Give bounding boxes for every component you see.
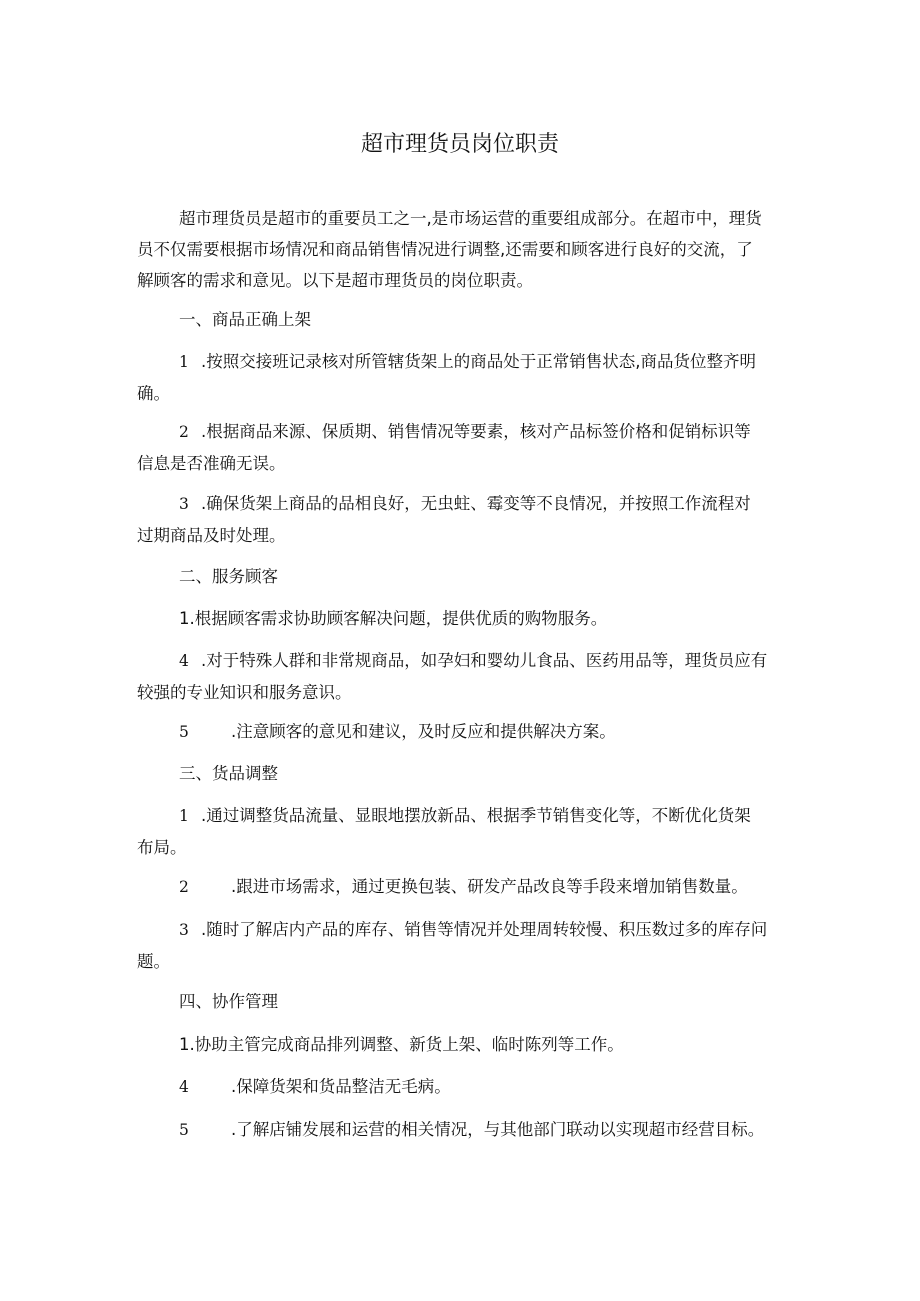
item-text-continued: 题。 — [137, 952, 170, 971]
section3-item-1 — [137, 800, 787, 863]
section1-item-2 — [137, 416, 787, 479]
section4-item-1 — [137, 1029, 787, 1060]
item-number: 3 — [179, 495, 189, 513]
section2-item-1 — [137, 603, 787, 634]
item-text-continued: 信息是否准确无误。 — [137, 454, 286, 473]
item-number: 4 — [179, 652, 189, 670]
item-number: 5 — [179, 723, 189, 741]
item-number: 1 — [179, 807, 189, 825]
item-text: .通过调整货品流量、显眼地摆放新品、根据季节销售变化等，不断优化货架 — [201, 806, 751, 825]
item-number: 2 — [179, 878, 189, 896]
section-heading-1: 一、商品正确上架 — [179, 310, 311, 329]
item-number: 1 — [179, 353, 189, 371]
item-number: 5 — [179, 1121, 189, 1139]
item-text: .保障货架和货品整洁无毛病。 — [231, 1077, 451, 1096]
section1-item-3 — [137, 488, 787, 551]
item-text-continued: 确。 — [137, 384, 170, 403]
section1-item-1 — [137, 346, 787, 409]
item-text: .根据商品来源、保质期、销售情况等要素，核对产品标签价格和促销标识等 — [201, 422, 751, 441]
section3-item-3 — [137, 914, 787, 977]
intro-paragraph — [137, 203, 787, 296]
item-text: .跟进市场需求，通过更换包装、研发产品改良等手段来增加销售数量。 — [231, 877, 748, 896]
item-text-continued: 过期商品及时处理。 — [137, 526, 286, 545]
intro-line-1: 超市理货员是超市的重要员工之一,是市场运营的重要组成部分。在超市中，理货 — [179, 209, 762, 228]
item-text: .随时了解店内产品的库存、销售等情况并处理周转较慢、积压数过多的库存问 — [201, 920, 768, 939]
item-text: 1.根据顾客需求协助顾客解决问题，提供优质的购物服务。 — [179, 609, 608, 628]
intro-line-2: 员不仅需要根据市场情况和商品销售情况进行调整,还需要和顾客进行良好的交流，了 — [137, 240, 753, 259]
section-heading-2: 二、服务顾客 — [179, 567, 278, 586]
item-text: .了解店铺发展和运营的相关情况，与其他部门联动以实现超市经营目标。 — [231, 1120, 765, 1139]
section3-item-2 — [137, 871, 787, 903]
item-number: 2 — [179, 423, 189, 441]
item-text: .按照交接班记录核对所管辖货架上的商品处于正常销售状态,商品货位整齐明 — [201, 352, 756, 371]
item-text-continued: 较强的专业知识和服务意识。 — [137, 683, 352, 702]
item-number: 3 — [179, 921, 189, 939]
item-text: 1.协助主管完成商品排列调整、新货上架、临时陈列等工作。 — [179, 1035, 624, 1054]
intro-line-3: 解顾客的需求和意见。以下是超市理货员的岗位职责。 — [137, 271, 533, 290]
section-heading-4: 四、协作管理 — [179, 992, 278, 1011]
item-text-continued: 布局。 — [137, 838, 187, 857]
section4-item-2 — [137, 1071, 787, 1103]
section4-item-3 — [137, 1114, 787, 1146]
section2-item-3 — [137, 716, 787, 748]
section-heading-3: 三、货品调整 — [179, 764, 278, 783]
document-title: 超市理货员岗位职责 — [360, 132, 559, 157]
item-number: 4 — [179, 1078, 189, 1096]
section2-item-2 — [137, 645, 787, 708]
item-text: .注意顾客的意见和建议，及时反应和提供解决方案。 — [231, 722, 616, 741]
item-text: .确保货架上商品的品相良好，无虫蛀、霉变等不良情况，并按照工作流程对 — [201, 494, 751, 513]
item-text: .对于特殊人群和非常规商品，如孕妇和婴幼儿食品、医药用品等，理货员应有 — [201, 651, 768, 670]
